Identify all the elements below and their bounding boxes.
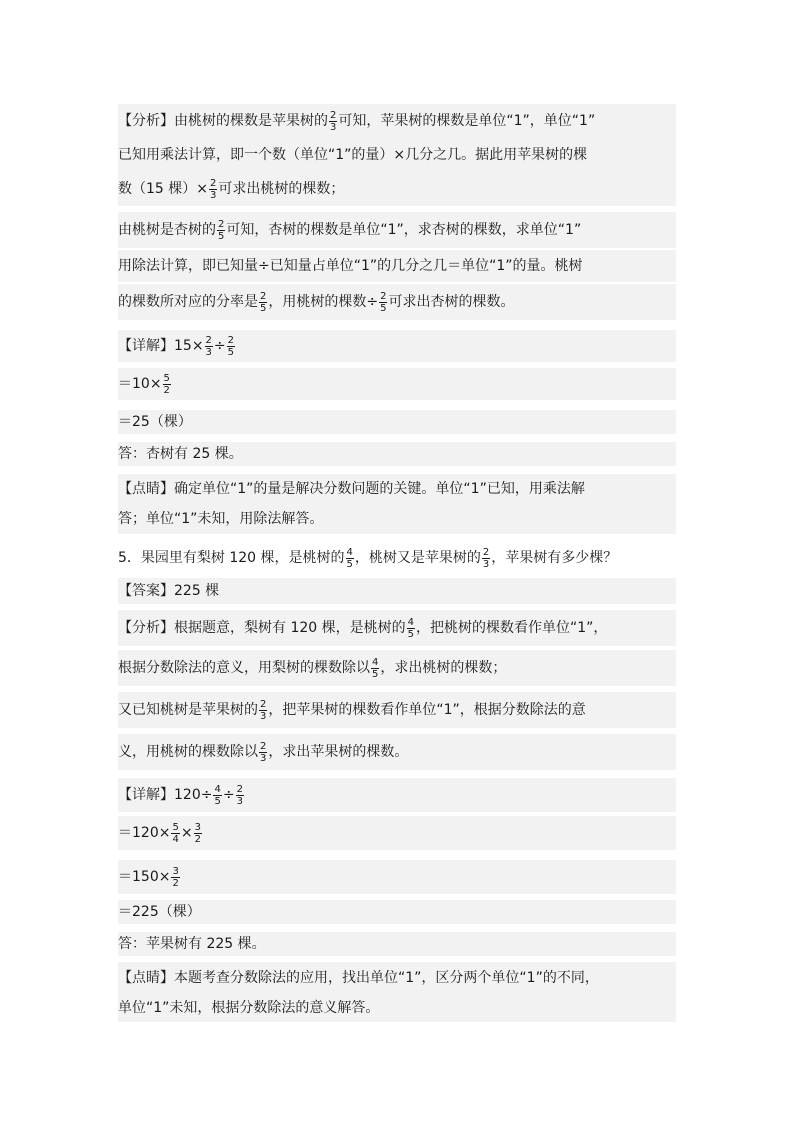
- fraction: [227, 335, 235, 358]
- denominator: 3: [210, 189, 217, 201]
- analysis-line-5: [118, 250, 676, 282]
- numerator: 4: [346, 546, 353, 558]
- text: 答；单位“1”未知，用除法解答。: [118, 511, 324, 527]
- numerator: 5: [163, 372, 170, 384]
- numerator: 3: [194, 821, 201, 833]
- text: 可知，苹果树的棵数是单位“1”，单位“1”: [338, 113, 596, 129]
- text: ＝25（棵）: [118, 414, 192, 430]
- text: 【分析】由桃树的棵数是苹果树的: [118, 113, 328, 129]
- q5-detail-line-1: [118, 778, 676, 812]
- text: ，求出苹果树的棵数。: [268, 744, 409, 760]
- q5-answer-line: [118, 932, 676, 956]
- fraction: [209, 178, 217, 201]
- analysis-line-6: [118, 284, 676, 320]
- q5-detail-line-4: [118, 900, 676, 924]
- text: 由桃树是杏树的: [118, 222, 216, 238]
- denominator: 5: [407, 628, 414, 640]
- text: 【点睛】本题考查分数除法的应用，找出单位“1”，区分两个单位“1”的不同，: [118, 970, 599, 986]
- denominator: 3: [260, 752, 267, 764]
- fraction: [407, 617, 415, 640]
- fraction: [259, 741, 267, 764]
- analysis-line-4: [118, 212, 676, 248]
- text: ，求出桃树的棵数；: [380, 660, 507, 676]
- denominator: 2: [194, 833, 201, 845]
- text: ，把桃树的棵数看作单位“1”，: [416, 620, 608, 636]
- numerator: 2: [227, 334, 235, 346]
- denominator: 5: [214, 795, 221, 807]
- answer-label: [118, 578, 676, 604]
- numerator: 2: [260, 740, 267, 752]
- denominator: 5: [372, 668, 379, 680]
- q5-analysis-line-1: [118, 610, 676, 646]
- question-5: [118, 540, 676, 576]
- text: 5．果园里有梨树 120 棵，是桃树的: [118, 550, 345, 566]
- fraction: [371, 657, 379, 680]
- analysis-line-3: [118, 172, 676, 206]
- text: 答：苹果树有 225 棵。: [118, 936, 266, 952]
- fraction: [171, 866, 179, 889]
- text: 【答案】225 棵: [118, 583, 220, 599]
- denominator: 2: [172, 877, 179, 889]
- fraction: [217, 219, 225, 242]
- fraction: [236, 784, 244, 807]
- fraction: [379, 291, 387, 314]
- q5-detail-line-3: [118, 860, 676, 894]
- denominator: 3: [260, 710, 267, 722]
- fraction: [205, 335, 213, 358]
- comment-line-1: [118, 474, 676, 504]
- numerator: 2: [482, 546, 490, 558]
- denominator: 4: [172, 833, 179, 845]
- denominator: 3: [205, 346, 212, 358]
- analysis-line-1: [118, 104, 676, 138]
- text: ＝10×: [118, 376, 162, 392]
- text: ，用桃树的棵数÷: [268, 294, 379, 310]
- q5-comment-line-2: [118, 994, 676, 1022]
- fraction: [329, 110, 337, 133]
- comment-line-2: [118, 504, 676, 534]
- answer-line: [118, 442, 676, 466]
- denominator: 5: [346, 558, 353, 570]
- fraction: [259, 699, 267, 722]
- text: ＝225（棵）: [118, 904, 201, 920]
- q5-analysis-line-2: [118, 650, 676, 686]
- denominator: 5: [260, 302, 267, 314]
- numerator: 2: [210, 177, 217, 189]
- denominator: 2: [163, 384, 170, 396]
- text: 用除法计算，即已知量÷已知量占单位“1”的几分之几＝单位“1”的量。桃树: [118, 258, 583, 274]
- fraction: [213, 784, 221, 807]
- denominator: 3: [482, 558, 490, 570]
- text: 可求出桃树的棵数；: [218, 181, 345, 197]
- denominator: 3: [330, 121, 337, 133]
- q5-comment-line-1: [118, 962, 676, 994]
- text: 根据分数除法的意义，用梨树的棵数除以: [118, 660, 370, 676]
- text: 已知用乘法计算，即一个数（单位“1”的量）×几分之几。据此用苹果树的棵: [118, 147, 588, 163]
- numerator: 2: [205, 334, 212, 346]
- analysis-line-2: [118, 138, 676, 172]
- numerator: 2: [260, 290, 267, 302]
- text: 数（15 棵）×: [118, 181, 208, 197]
- denominator: 5: [380, 302, 387, 314]
- numerator: 4: [214, 783, 221, 795]
- text: ＝150×: [118, 869, 171, 885]
- text: 义，用桃树的棵数除以: [118, 744, 258, 760]
- text: ×: [180, 825, 193, 841]
- text: 又已知桃树是苹果树的: [118, 702, 258, 718]
- q5-analysis-line-4: [118, 734, 676, 770]
- fraction: [171, 822, 179, 845]
- denominator: 3: [236, 795, 243, 807]
- denominator: 5: [218, 230, 225, 242]
- text: 【分析】根据题意，梨树有 120 棵，是桃树的: [118, 620, 406, 636]
- text: 可知，杏树的棵数是单位“1”，求杏树的棵数，求单位“1”: [226, 222, 582, 238]
- text: 答：杏树有 25 棵。: [118, 446, 243, 462]
- text: 【详解】15×: [118, 338, 204, 354]
- text: ＝120×: [118, 825, 171, 841]
- numerator: 2: [260, 698, 267, 710]
- numerator: 5: [172, 821, 179, 833]
- fraction: [482, 547, 490, 570]
- text: ，把苹果树的棵数看作单位“1”，根据分数除法的意: [268, 702, 586, 718]
- numerator: 3: [172, 865, 179, 877]
- text: ，桃树又是苹果树的: [354, 550, 481, 566]
- text: ÷: [222, 787, 235, 803]
- text: 可求出杏树的棵数。: [388, 294, 515, 310]
- q5-detail-line-2: [118, 816, 676, 850]
- numerator: 2: [236, 783, 243, 795]
- denominator: 5: [227, 346, 235, 358]
- text: ，苹果树有多少棵？: [491, 550, 618, 566]
- numerator: 2: [218, 218, 225, 230]
- numerator: 2: [330, 109, 337, 121]
- fraction: [163, 373, 171, 396]
- text: 【点睛】确定单位“1”的量是解决分数问题的关键。单位“1”已知，用乘法解: [118, 481, 585, 497]
- text: 单位“1”未知，根据分数除法的意义解答。: [118, 1000, 380, 1016]
- q5-analysis-line-3: [118, 692, 676, 728]
- fraction: [346, 547, 354, 570]
- numerator: 4: [372, 656, 379, 668]
- detail-line-2: [118, 368, 676, 400]
- fraction: [194, 822, 202, 845]
- detail-line-1: [118, 330, 676, 362]
- fraction: [259, 291, 267, 314]
- text: 【详解】120÷: [118, 787, 213, 803]
- numerator: 4: [407, 616, 414, 628]
- text: ÷: [213, 338, 226, 354]
- numerator: 2: [380, 290, 387, 302]
- text: 的棵数所对应的分率是: [118, 294, 258, 310]
- detail-line-3: [118, 410, 676, 434]
